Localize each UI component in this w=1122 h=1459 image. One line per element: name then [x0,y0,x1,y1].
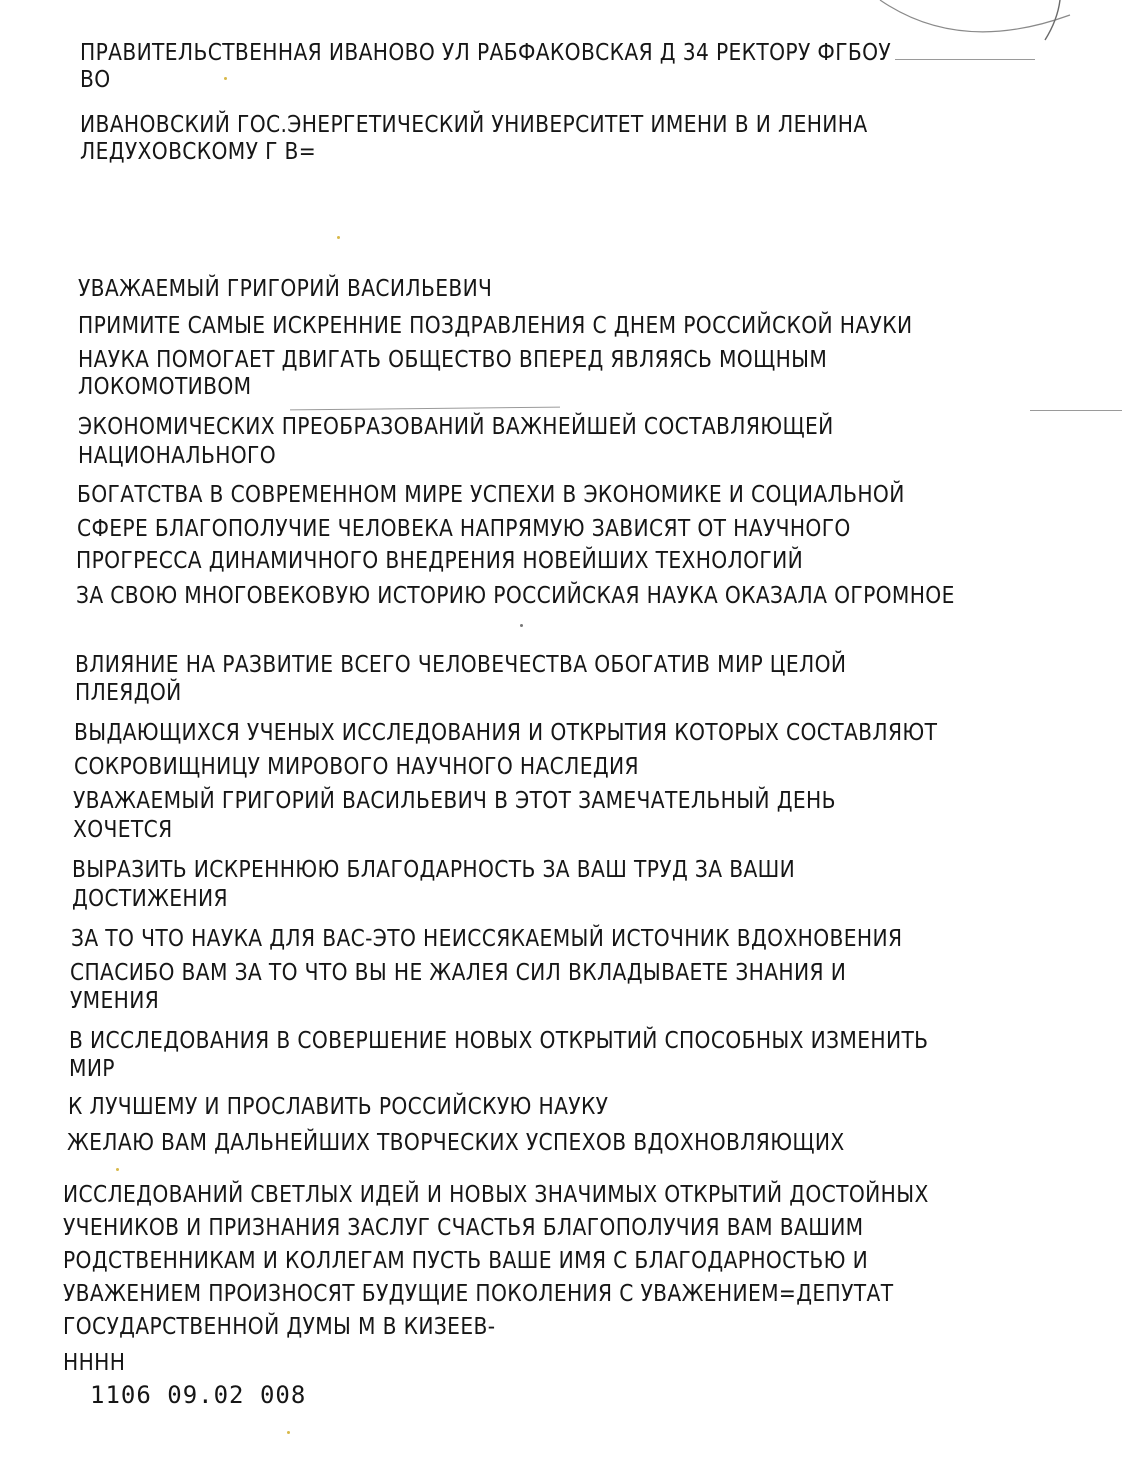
body-line: ЗА ТО ЧТО НАУКА ДЛЯ ВАС-ЭТО НЕИССЯКАЕМЫЙ ИСТОЧНИК ВДОХНОВЕНИЯ [71,926,903,952]
body-line: К ЛУЧШЕМУ И ПРОСЛАВИТЬ РОССИЙСКУЮ НАУКУ [68,1094,609,1120]
body-line: В ИССЛЕДОВАНИЯ В СОВЕРШЕНИЕ НОВЫХ ОТКРЫТИЙ СПОСОБНЫХ ИЗМЕНИТЬ [69,1028,929,1054]
body-line: ПРИМИТЕ САМЫЕ ИСКРЕННИЕ ПОЗДРАВЛЕНИЯ С ДНЕМ РОССИЙСКОЙ НАУКИ [78,313,913,339]
body-line: ЗА СВОЮ МНОГОВЕКОВУЮ ИСТОРИЮ РОССИЙСКАЯ НАУКА ОКАЗАЛА ОГРОМНОЕ [76,583,955,609]
scan-speck [520,624,523,627]
body-line: ПРОГРЕССА ДИНАМИЧНОГО ВНЕДРЕНИЯ НОВЕЙШИХ ТЕХНОЛОГИЙ [76,548,804,574]
scan-scratch [1030,410,1122,411]
body-line: УВАЖАЕМЫЙ ГРИГОРИЙ ВАСИЛЬЕВИЧ В ЭТОТ ЗАМЕЧАТЕЛЬНЫЙ ДЕНЬ [73,788,836,814]
end-marker: НННН [63,1350,126,1376]
scan-speck [337,236,340,239]
scan-speck [287,1431,290,1434]
body-line: СПАСИБО ВАМ ЗА ТО ЧТО ВЫ НЕ ЖАЛЕЯ СИЛ ВКЛАДЫВАЕТЕ ЗНАНИЯ И [70,960,847,986]
body-line: ДОСТИЖЕНИЯ [72,886,228,912]
body-line: СФЕРЕ БЛАГОПОЛУЧИЕ ЧЕЛОВЕКА НАПРЯМУЮ ЗАВИСЯТ ОТ НАУЧНОГО [77,516,851,542]
body-line: УВАЖАЕМЫЙ ГРИГОРИЙ ВАСИЛЬЕВИЧ [78,276,493,302]
body-line: ЛОКОМОТИВОМ [78,374,252,400]
body-line: УЧЕНИКОВ И ПРИЗНАНИЯ ЗАСЛУГ СЧАСТЬЯ БЛАГОПОЛУЧИЯ ВАМ ВАШИМ [63,1215,864,1241]
body-line: УВАЖЕНИЕМ ПРОИЗНОСЯТ БУДУЩИЕ ПОКОЛЕНИЯ С УВАЖЕНИЕМ=ДЕПУТАТ [63,1281,894,1307]
address-line-2: ВО [80,67,111,93]
body-line: ИССЛЕДОВАНИЙ СВЕТЛЫХ ИДЕЙ И НОВЫХ ЗНАЧИМЫХ ОТКРЫТИЙ ДОСТОЙНЫХ [63,1182,929,1208]
body-line: ПЛЕЯДОЙ [75,680,182,706]
body-line: ЭКОНОМИЧЕСКИХ ПРЕОБРАЗОВАНИЙ ВАЖНЕЙШЕЙ СОСТАВЛЯЮЩЕЙ [78,414,834,440]
scan-speck [224,77,227,80]
service-code: 1106 09.02 008 [90,1381,307,1409]
body-line: РОДСТВЕННИКАМ И КОЛЛЕГАМ ПУСТЬ ВАШЕ ИМЯ С БЛАГОДАРНОСТЬЮ И [63,1248,869,1274]
body-line: СОКРОВИЩНИЦУ МИРОВОГО НАУЧНОГО НАСЛЕДИЯ [74,754,639,780]
body-line: НАУКА ПОМОГАЕТ ДВИГАТЬ ОБЩЕСТВО ВПЕРЕД ЯВЛЯЯСЬ МОЩНЫМ [78,347,828,373]
body-line: БОГАТСТВА В СОВРЕМЕННОМ МИРЕ УСПЕХИ В ЭКОНОМИКЕ И СОЦИАЛЬНОЙ [77,482,905,508]
address-line-1: ПРАВИТЕЛЬСТВЕННАЯ ИВАНОВО УЛ РАБФАКОВСКАЯ Д 34 РЕКТОРУ ФГБОУ [80,40,892,66]
body-line: ВЫРАЗИТЬ ИСКРЕННЮЮ БЛАГОДАРНОСТЬ ЗА ВАШ ТРУД ЗА ВАШИ [72,857,796,883]
body-line: НАЦИОНАЛЬНОГО [78,443,277,469]
body-line: УМЕНИЯ [70,988,160,1014]
body-line: МИР [69,1056,115,1082]
address-line-4: ЛЕДУХОВСКОМУ Г В= [80,139,317,165]
signature-line: ГОСУДАРСТВЕННОЙ ДУМЫ М В КИЗЕЕВ- [63,1314,496,1340]
address-line-3: ИВАНОВСКИЙ ГОС.ЭНЕРГЕТИЧЕСКИЙ УНИВЕРСИТЕТ ИМЕНИ В И ЛЕНИНА [80,112,868,138]
body-line: ВЫДАЮЩИХСЯ УЧЕНЫХ ИССЛЕДОВАНИЯ И ОТКРЫТИЯ КОТОРЫХ СОСТАВЛЯЮТ [74,720,938,746]
scan-speck [116,1168,119,1171]
scan-scratch [895,59,1035,60]
body-line: ХОЧЕТСЯ [73,817,173,843]
body-line: ЖЕЛАЮ ВАМ ДАЛЬНЕЙШИХ ТВОРЧЕСКИХ УСПЕХОВ ВДОХНОВЛЯЮЩИХ [67,1130,845,1156]
body-line: ВЛИЯНИЕ НА РАЗВИТИЕ ВСЕГО ЧЕЛОВЕЧЕСТВА ОБОГАТИВ МИР ЦЕЛОЙ [75,652,847,678]
